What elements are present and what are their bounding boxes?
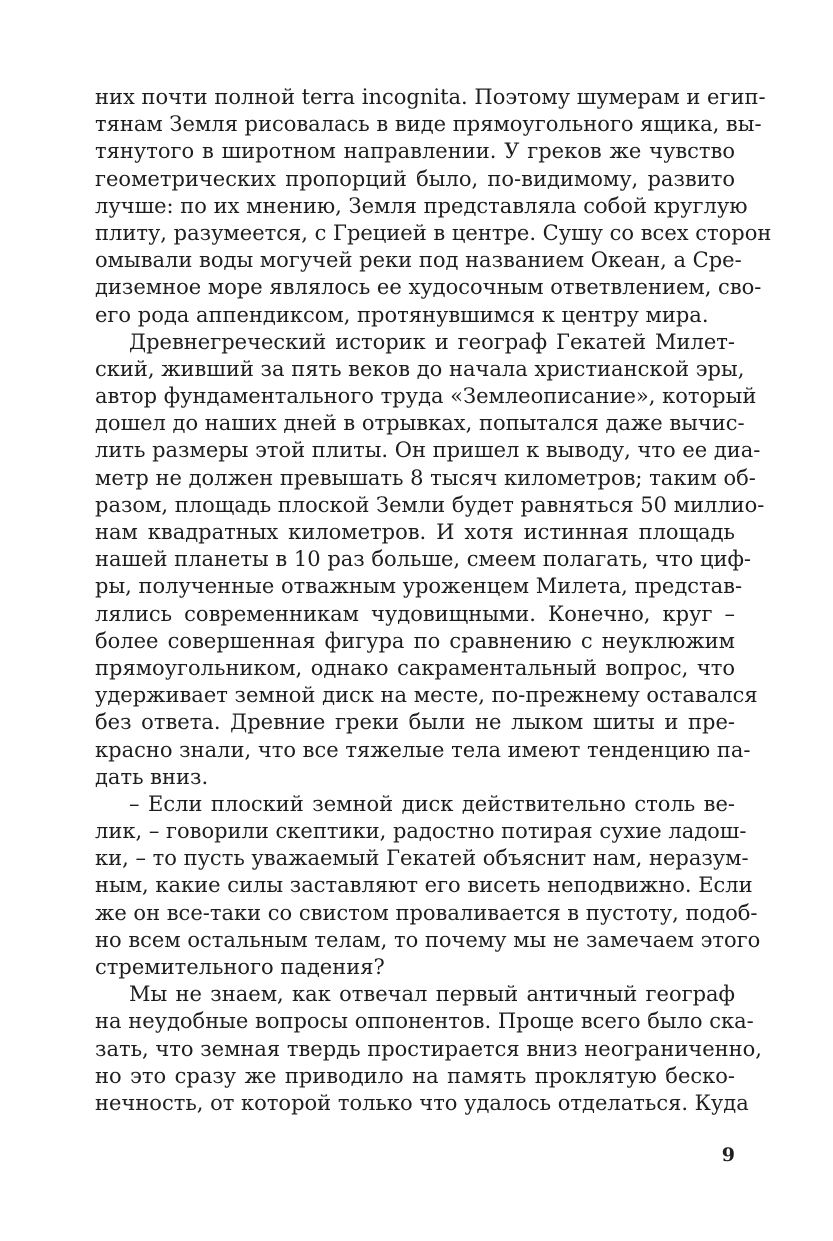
- text-line: более совершенная фигура по сравнению с неуклюжим: [95, 628, 735, 653]
- text-line: дать вниз.: [95, 764, 209, 789]
- text-line: без ответа. Древние греки были не лыком шиты и пре-: [95, 710, 735, 735]
- text-line: прямоугольником, однако сакраментальный вопрос, что: [95, 655, 735, 680]
- text-line: зать, что земная твердь простирается вниз неограниченно,: [95, 1036, 762, 1061]
- text-line: но это сразу же приводило на память проклятую беско-: [95, 1063, 735, 1088]
- text-line: дошел до наших дней в отрывках, попытался даже вычис-: [95, 411, 745, 436]
- text-line: метр не должен превышать 8 тысяч километров; таким об-: [95, 465, 756, 490]
- text-line: его рода аппендиксом, протянувшимся к центру мира.: [95, 302, 709, 327]
- text-line: стремительного падения?: [95, 955, 385, 979]
- text-line: но всем остальным телам, то почему мы не замечаем этого: [95, 927, 761, 952]
- text-line: удерживает земной диск на месте, по-прежнему оставался: [95, 683, 758, 708]
- text-line: диземное море являлось ее худосочным ответвлением, сво-: [95, 275, 762, 300]
- text-line: ский, живший за пять веков до начала христианской эры,: [95, 356, 745, 381]
- text-line: – Если плоский земной диск действительно столь ве-: [129, 791, 735, 816]
- text-line: лучше: по их мнению, Земля представляла собой круглую: [95, 193, 748, 218]
- text-line: лялись современникам чудовищными. Конечно, круг –: [95, 601, 735, 626]
- text-line: автор фундаментального труда «Землеописание», который: [95, 384, 757, 409]
- paragraph: [95, 981, 762, 1117]
- text-line: тянутого в широтном направлении. У греков же чувство: [95, 139, 735, 164]
- text-line: ным, какие силы заставляют его висеть неподвижно. Если: [95, 873, 753, 898]
- text-line: омывали воды могучей реки под названием Океан, а Сре-: [95, 248, 742, 273]
- text-line: геометрических пропорций было, по-видимому, развито: [95, 166, 735, 191]
- text-line: нечность, от которой только что удалось отделаться. Куда: [95, 1090, 749, 1115]
- text-line: же он все-таки со свистом проваливается в пустоту, подоб-: [95, 900, 758, 925]
- text-line: плиту, разумеется, с Грецией в центре. Сушу со всех сторон: [95, 220, 772, 245]
- text-line: Мы не знаем, как отвечал первый античный географ: [129, 982, 735, 1007]
- text-line: красно знали, что все тяжелые тела имеют тенденцию па-: [95, 737, 751, 762]
- paragraph: [95, 791, 761, 981]
- text-line: ры, полученные отважным уроженцем Милета, представ-: [95, 574, 743, 599]
- text-line: тянам Земля рисовалась в виде прямоугольного ящика, вы-: [95, 112, 762, 137]
- paragraph: [95, 329, 765, 791]
- text-line: разом, площадь плоской Земли будет равняться 50 миллио-: [95, 492, 765, 517]
- text-line: них почти полной terra incognita. Поэтому шумерам и егип-: [95, 85, 766, 109]
- text-line: лик, – говорили скептики, радостно потирая сухие ладош-: [95, 819, 747, 844]
- text-line: нам квадратных километров. И хотя истинная площадь: [95, 520, 735, 544]
- body-text: [95, 84, 772, 1117]
- paragraph: [95, 84, 772, 329]
- text-line: Древнегреческий историк и географ Гекатей Милет-: [129, 329, 735, 354]
- page-number: 9: [721, 1144, 735, 1166]
- text-line: ки, – то пусть уважаемый Гекатей объяснит нам, неразум-: [95, 846, 749, 871]
- text-line: на неудобные вопросы оппонентов. Проще всего было ска-: [95, 1009, 754, 1034]
- text-line: лить размеры этой плиты. Он пришел к выводу, что ее диа-: [95, 438, 761, 463]
- text-line: нашей планеты в 10 раз больше, смеем полагать, что циф-: [95, 547, 752, 572]
